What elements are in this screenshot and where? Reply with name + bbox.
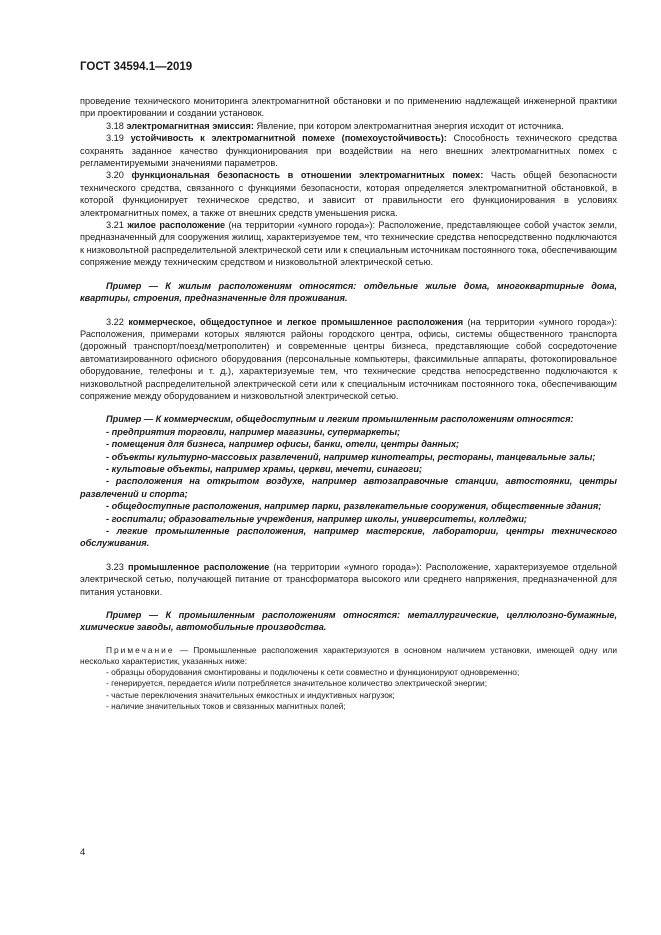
document-body xyxy=(80,95,617,712)
note-paragraph xyxy=(80,645,617,667)
term-3-21 xyxy=(80,219,617,269)
term-number: 3.21 xyxy=(106,220,124,231)
document-header: ГОСТ 34594.1—2019 xyxy=(80,61,193,73)
term-3-23 xyxy=(80,561,617,598)
note-item: - частые переключения значительных емкостных и индуктивных нагрузок; xyxy=(106,689,395,700)
term-number: 3.19 xyxy=(106,133,124,144)
note-label: Примечание xyxy=(106,644,175,655)
term-definition: (на территории «умного города»): Расположения, примерами которых являются районы городского центра, офисы, системы общественного транспорта (дорожный транспорт/поезд/метрополитен) и современные центры бизнеса, представляющие собой сосредоточение автоматизированного офисного оборудования (персональные компьютеры, факсимильные аппараты, фотокопировальное оборудование, телефоны и т. д.), характеризуемые тем, что технические средства непосредственно подключаются к низковольтной распределительной электрической сети или к специальным источникам постоянного тока, обеспечивающим сопряжение между оборудованием и низковольтной электрической сетью. xyxy=(80,316,617,401)
term-title: функциональная безопасность в отношении электромагнитных помех: xyxy=(131,170,484,181)
list-item: - культовые объекты, например храмы, церкви, мечети, синагоги; xyxy=(106,463,423,474)
note-item: - генерируется, передается и/или потребляется значительное количество электрической энергии; xyxy=(106,678,488,689)
term-number: 3.20 xyxy=(106,170,124,181)
term-title: устойчивость к электромагнитной помехе (помехоустойчивость): xyxy=(130,133,447,144)
list-item: - предприятия торговли, например магазины, супермаркеты; xyxy=(106,426,401,437)
term-3-20 xyxy=(80,169,617,219)
example-commercial xyxy=(80,413,617,549)
term-definition: (на территории «умного города»): Расположение, представляющее собой участок земли, предназначенный для сооружения жилищ, характеризуемое тем, что технические средства непосредственно подключаются к низковольтной распределительной электрической сети или к специальным источникам постоянного тока, обеспечивающим сопряжение между техническим средством и низковольтной электрической сетью. xyxy=(80,220,617,268)
example-residential: Пример — К жилым расположениям относятся: отдельные жилые дома, многоквартирные дома, квартиры, строения, предназначенные для проживания. xyxy=(80,280,617,304)
term-definition: Явление, при котором электромагнитная энергия исходит от источника. xyxy=(256,120,564,131)
note-block xyxy=(80,645,617,712)
term-definition: (на территории «умного города»): Расположение, характеризуемое отдельной электрической сетью, получающей питание от трансформатора высокого или среднего напряжения, предназначенной для питания установки. xyxy=(80,561,617,597)
note-text: — Промышленные расположения характеризуются в основном наличием установки, имеющей одну или несколько характеристик, указанных ниже: xyxy=(80,644,618,667)
term-definition: Часть общей безопасности технического средства, связанного с функциями безопасности, которая определяется электромагнитной обстановкой, в которой функционирует техническое средство, и зависит от правильности его функционирования в условиях электромагнитных помех, а также от внешних средств уменьшения риска. xyxy=(80,170,618,218)
note-item: - наличие значительных токов и связанных магнитных полей; xyxy=(106,700,346,711)
term-title: жилое расположение xyxy=(127,220,226,231)
term-number: 3.23 xyxy=(106,561,124,572)
term-3-19 xyxy=(80,132,617,169)
example-industrial: Пример — К промышленным расположениям относятся: металлургические, целлюлозно-бумажные, химические заводы, автомобильные производства. xyxy=(80,610,617,633)
term-title: коммерческое, общедоступное и легкое промышленное расположения xyxy=(128,316,464,327)
term-number: 3.22 xyxy=(106,316,124,327)
term-definition: Способность технического средства сохранять заданное качество функционирования при воздействии на него внешних электромагнитных помех с регламентируемыми значениями параметров. xyxy=(80,133,618,169)
list-item: - госпитали; образовательные учреждения, например школы, университеты, колледжи; xyxy=(106,513,527,524)
note-item: - образцы оборудования смонтированы и подключены к сети совместно и функционируют одновременно; xyxy=(106,667,520,678)
list-item: - расположения на открытом воздухе, например автозаправочные станции, автостоянки, центры развлечений и спорта; xyxy=(80,476,617,499)
list-item: - объекты культурно-массовых развлечений, например кинотеатры, рестораны, танцевальные залы; xyxy=(106,451,596,462)
term-3-18 xyxy=(80,120,617,132)
term-number: 3.18 xyxy=(106,120,124,131)
term-3-22 xyxy=(80,316,617,403)
list-item: - легкие промышленные расположения, например мастерские, лаборатории, центры технического обслуживания. xyxy=(80,526,617,549)
list-item: - помещения для бизнеса, например офисы, банки, отели, центры данных; xyxy=(106,439,460,450)
term-title: электромагнитная эмиссия: xyxy=(126,120,254,131)
page-number: 4 xyxy=(80,847,86,858)
term-title: промышленное расположение xyxy=(127,561,270,572)
example-intro: Пример — К коммерческим, общедоступным и легким промышленным расположениям относятся: xyxy=(106,414,574,425)
intro-paragraph: проведение технического мониторинга электромагнитной обстановки и по применению надлежащей инженерной практики при проектировании и создании установок. xyxy=(80,96,617,119)
list-item: - общедоступные расположения, например парки, развлекательные сооружения, общественные здания; xyxy=(106,501,602,512)
